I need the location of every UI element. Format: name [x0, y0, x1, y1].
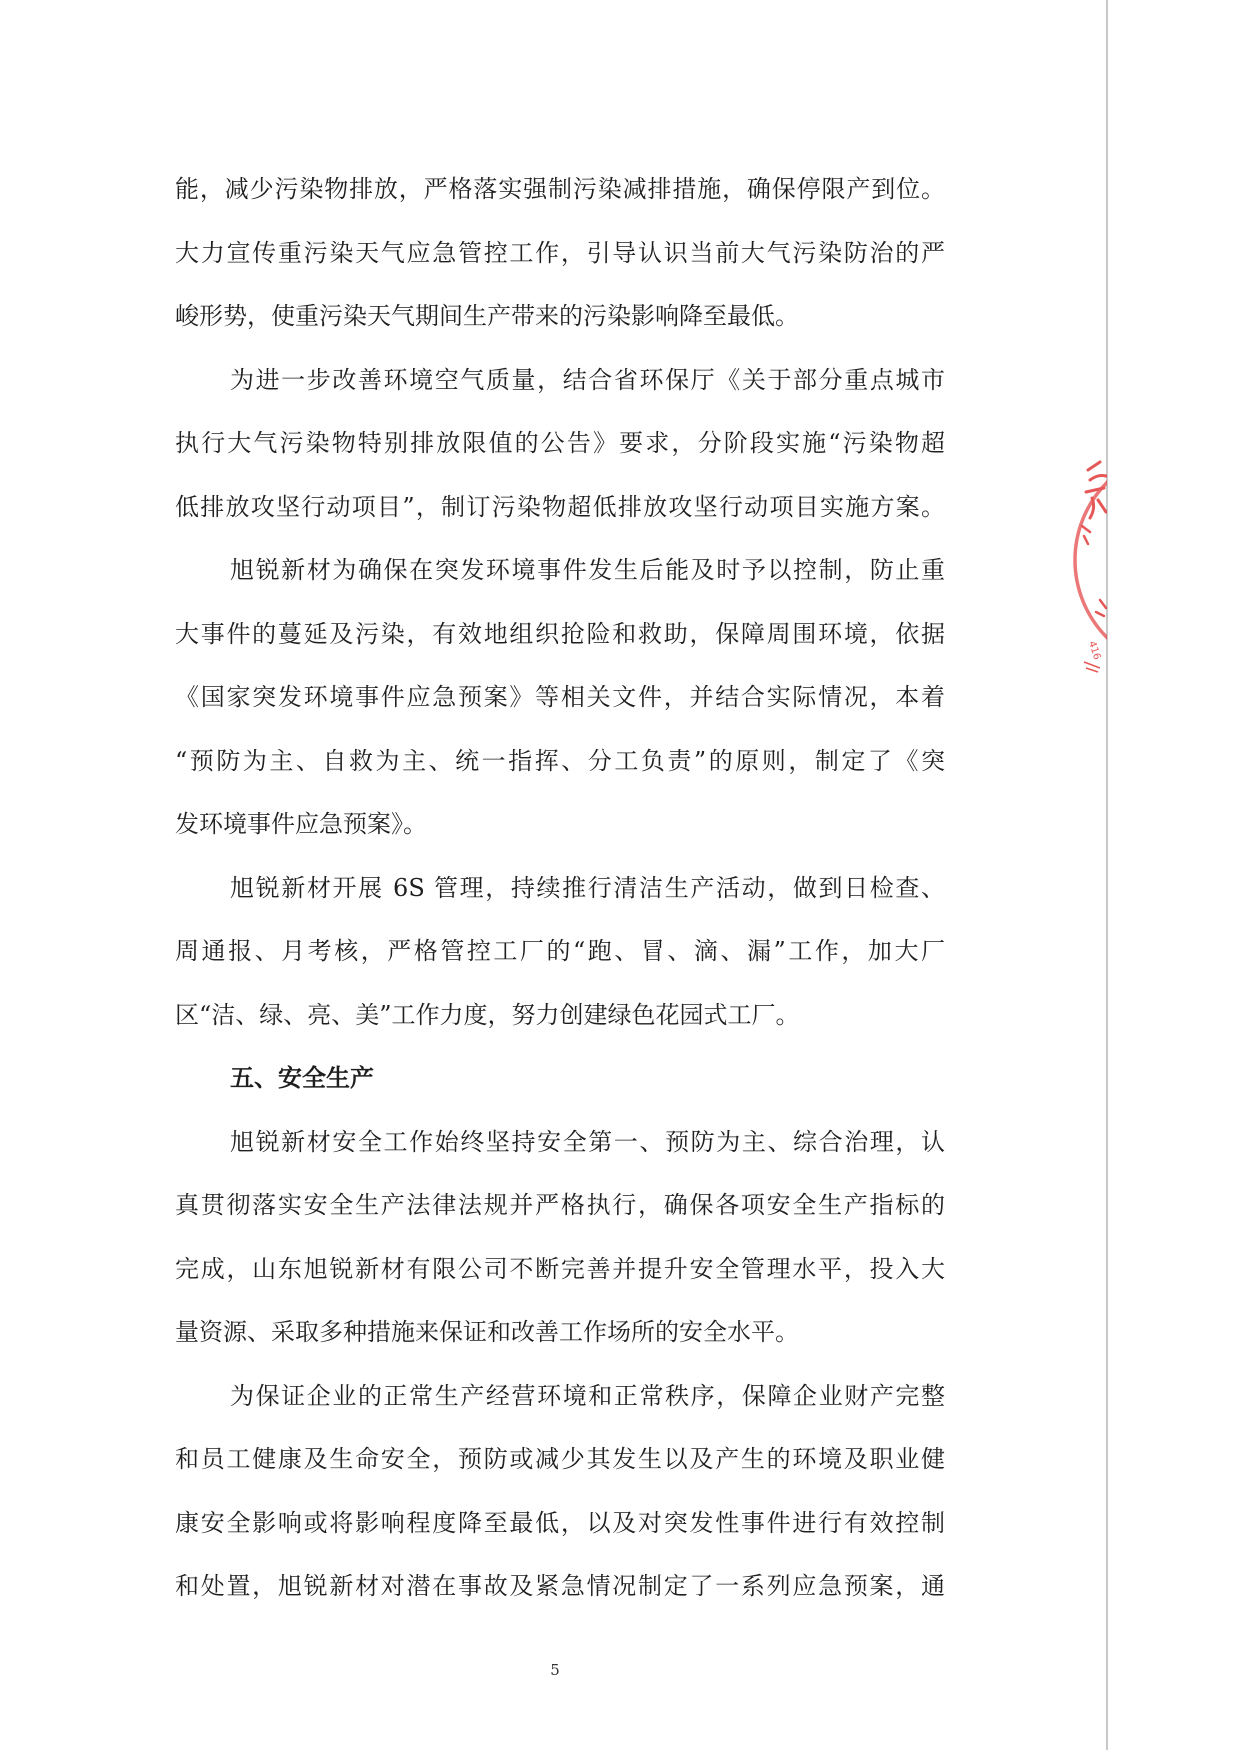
- text-line: 和员工健康及生命安全，预防或减少其发生以及产生的环境及职业健: [175, 1445, 945, 1473]
- paragraph: [175, 1111, 945, 1365]
- text-line: 大事件的蔓延及污染，有效地组织抢险和救助，保障周围环境，依据: [175, 619, 945, 648]
- seal-small-text-marks: [1084, 662, 1100, 672]
- body-text: [175, 158, 945, 1619]
- text-line: 为进一步改善环境空气质量，结合省环保厅《关于部分重点城市: [230, 365, 945, 394]
- text-line: 旭锐新材安全工作始终坚持安全第一、预防为主、综合治理，认: [230, 1127, 945, 1156]
- text-line: 旭锐新材开展 6S 管理，持续推行清洁生产活动，做到日检查、: [230, 873, 945, 902]
- text-line: 周通报、月考核，严格管控工厂的“跑、冒、滴、漏”工作，加大厂: [175, 937, 945, 965]
- text-line: 量资源、采取多种措施来保证和改善工作场所的安全水平。: [175, 1318, 799, 1346]
- text-line: 为保证企业的正常生产经营环境和正常秩序，保障企业财产完整: [230, 1381, 945, 1410]
- text-line: 真贯彻落实安全生产法律法规并严格执行，确保各项安全生产指标的: [175, 1191, 945, 1219]
- text-line: “预防为主、自救为主、统一指挥、分工负责”的原则，制定了《突: [175, 746, 945, 775]
- seal-fragment-text: 416: [1085, 639, 1103, 662]
- seal-graphic: [1075, 450, 1107, 670]
- text-line: 和处置，旭锐新材对潜在事故及紧急情况制定了一系列应急预案，通: [175, 1572, 945, 1600]
- text-line: 发环境事件应急预案》。: [175, 810, 427, 838]
- paragraph: [175, 857, 945, 1048]
- text-line: 执行大气污染物特别排放限值的公告》要求，分阶段实施“污染物超: [175, 429, 945, 457]
- paragraph: [175, 539, 945, 857]
- text-line: 区“洁、绿、亮、美”工作力度，努力创建绿色花园式工厂。: [175, 1000, 800, 1029]
- paragraph: [175, 158, 945, 349]
- text-line: 旭锐新材为确保在突发环境事件发生后能及时予以控制，防止重: [230, 556, 945, 584]
- scan-edge-line: [1106, 0, 1108, 1750]
- official-seal-stamp: [1060, 440, 1107, 680]
- text-line: 康安全影响或将影响程度降至最低，以及对突发性事件进行有效控制: [175, 1508, 945, 1537]
- text-line: 大力宣传重污染天气应急管控工作，引导认识当前大气污染防治的严: [175, 238, 945, 267]
- text-line: 峻形势，使重污染天气期间生产带来的污染影响降至最低。: [175, 302, 799, 330]
- paragraph: [175, 349, 945, 540]
- text-line: 完成，山东旭锐新材有限公司不断完善并提升安全管理水平，投入大: [175, 1254, 945, 1283]
- text-line: 能，减少污染物排放，严格落实强制污染减排措施，确保停限产到位。: [175, 175, 945, 203]
- section-heading: 五、安全生产: [230, 1064, 374, 1092]
- text-line: 《国家突发环境事件应急预案》等相关文件，并结合实际情况，本着: [175, 683, 945, 711]
- page-number: 5: [550, 1661, 560, 1679]
- paragraph: [175, 1365, 945, 1619]
- text-line: 低排放攻坚行动项目”，制订污染物超低排放攻坚行动项目实施方案。: [175, 492, 945, 521]
